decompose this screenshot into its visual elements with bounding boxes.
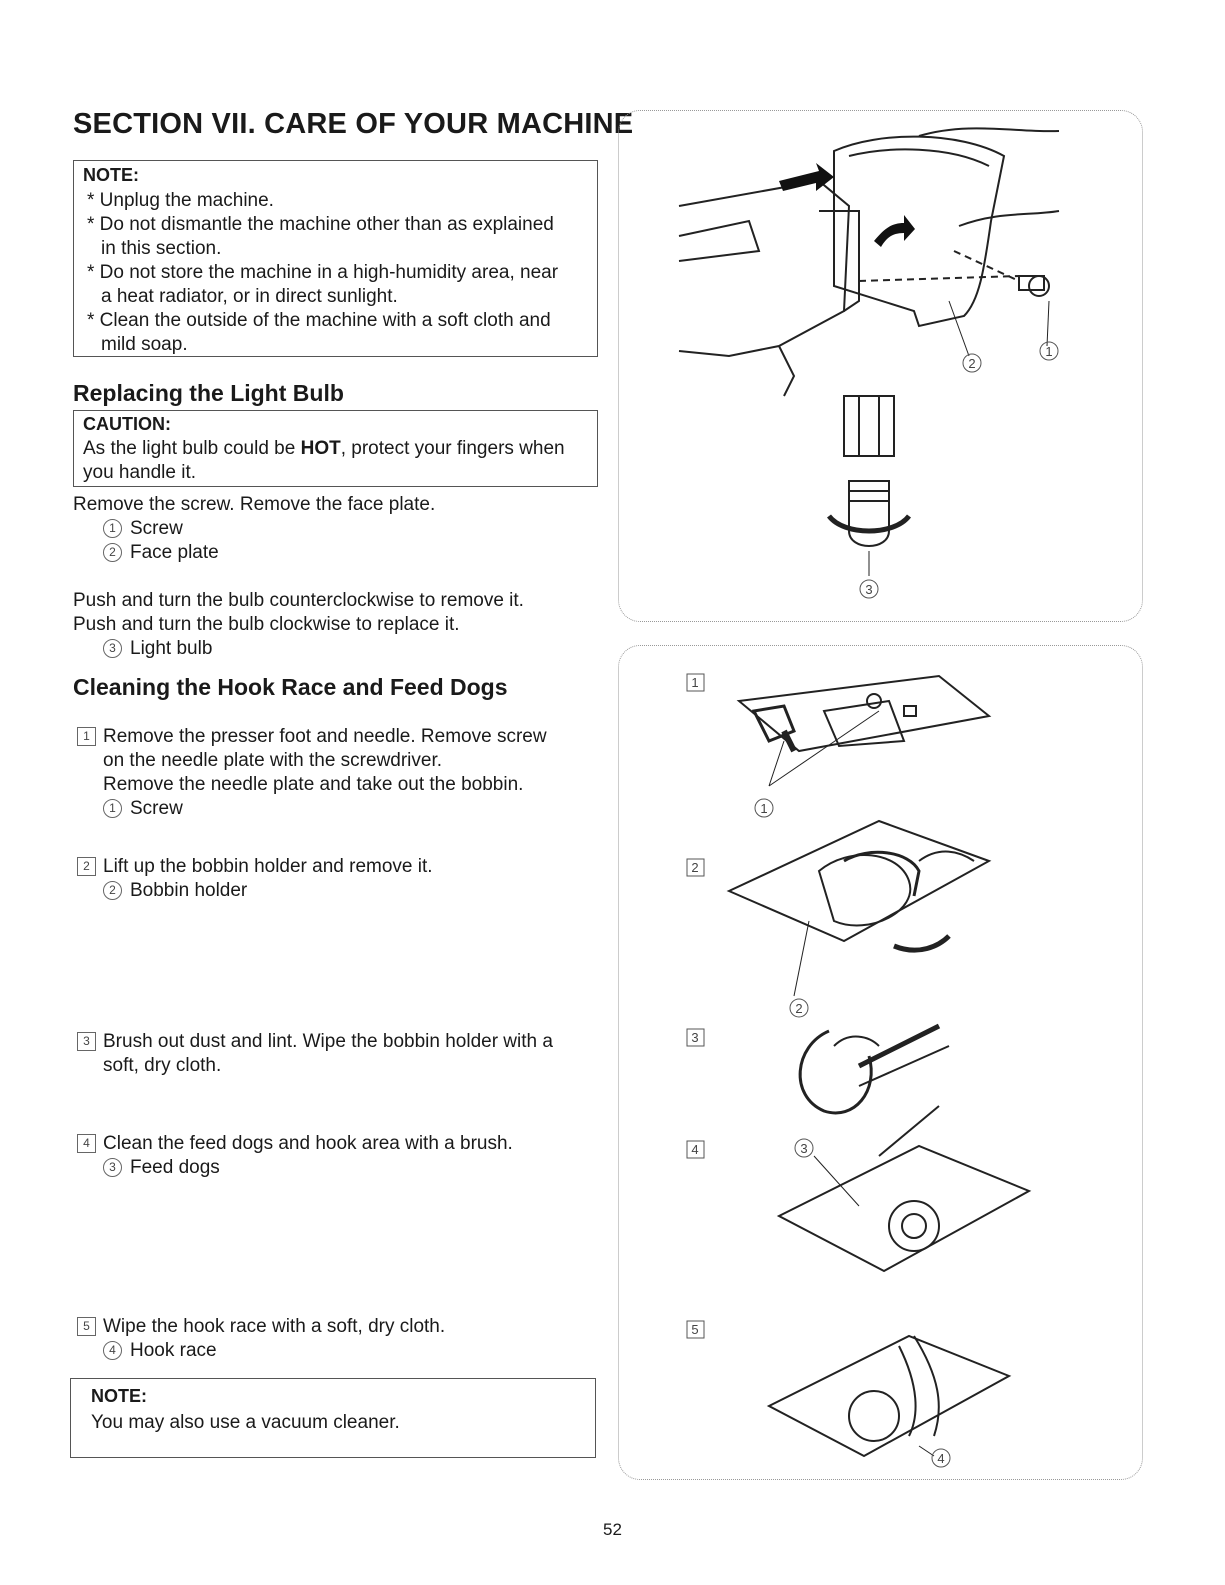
bulb-step1: Remove the screw. Remove the face plate. xyxy=(73,494,436,515)
caution-text-line2: you handle it. xyxy=(83,462,197,483)
note-heading: NOTE: xyxy=(83,165,139,185)
part-label: Light bulb xyxy=(130,638,213,659)
step-text: on the needle plate with the screwdriver. xyxy=(103,750,443,771)
part-feed-dogs xyxy=(103,1156,220,1180)
caution-text-pre: As the light bulb could be xyxy=(83,438,301,459)
caution-text-post: , protect your fingers when xyxy=(340,438,565,459)
part-screw xyxy=(103,797,183,821)
callout-number: 1 xyxy=(1045,344,1053,359)
step-text: Lift up the bobbin holder and remove it. xyxy=(103,856,433,877)
cleaning-heading: Cleaning the Hook Race and Feed Dogs xyxy=(73,674,508,700)
step-text: Remove the needle plate and take out the bobbin. xyxy=(103,774,524,795)
step-number: 2 xyxy=(77,857,96,876)
bulb-step2b: Push and turn the bulb clockwise to replace it. xyxy=(73,614,460,635)
caution-hot: HOT xyxy=(300,438,341,459)
caution-box xyxy=(73,410,598,487)
step-number: 2 xyxy=(691,860,699,875)
caution-text xyxy=(83,437,565,461)
step-text: soft, dry cloth. xyxy=(103,1055,222,1076)
part-bobbin-holder xyxy=(103,879,247,903)
step-number: 3 xyxy=(691,1030,699,1045)
bulb-heading: Replacing the Light Bulb xyxy=(73,380,344,406)
step-text: Remove the presser foot and needle. Remove screw xyxy=(103,726,547,747)
caution-heading: CAUTION: xyxy=(83,414,171,434)
callout-number: 2 xyxy=(795,1001,803,1016)
part-face-plate xyxy=(103,541,219,565)
part-label: Hook race xyxy=(130,1340,217,1361)
cleaning-step-3 xyxy=(77,1030,553,1054)
callout-number: 1 xyxy=(760,801,768,816)
note-box-vacuum xyxy=(70,1378,596,1458)
callout-number: 4 xyxy=(937,1451,945,1466)
part-label: Face plate xyxy=(130,542,219,563)
callout-number: 2 xyxy=(103,543,122,562)
callout-number: 1 xyxy=(103,519,122,538)
part-label: Bobbin holder xyxy=(130,880,248,901)
note-item: * Do not dismantle the machine other than as explained xyxy=(87,214,554,235)
note-item: * Clean the outside of the machine with a soft cloth and xyxy=(87,310,551,331)
step-number: 5 xyxy=(77,1317,96,1336)
step-text: Brush out dust and lint. Wipe the bobbin holder with a xyxy=(103,1031,553,1052)
bulb-step2a: Push and turn the bulb counterclockwise to remove it. xyxy=(73,590,524,611)
note-item: * Do not store the machine in a high-humidity area, near xyxy=(87,262,559,283)
section-title: SECTION VII. CARE OF YOUR MACHINE xyxy=(73,108,634,140)
light-bulb-illustration xyxy=(619,111,1144,623)
callout-number: 3 xyxy=(865,582,873,597)
callout-number: 4 xyxy=(103,1341,122,1360)
step-number: 1 xyxy=(77,727,96,746)
note-text: You may also use a vacuum cleaner. xyxy=(91,1412,400,1433)
step-number: 4 xyxy=(77,1134,96,1153)
cleaning-step-5 xyxy=(77,1315,445,1339)
cleaning-step-4 xyxy=(77,1132,513,1156)
note-item: mild soap. xyxy=(101,334,188,355)
step-text: Clean the feed dogs and hook area with a brush. xyxy=(103,1133,513,1154)
note-item: * Unplug the machine. xyxy=(87,190,274,211)
figure-panel-cleaning xyxy=(618,645,1143,1480)
note-item: a heat radiator, or in direct sunlight. xyxy=(101,286,398,307)
part-screw xyxy=(103,517,183,541)
step-number: 4 xyxy=(691,1142,699,1157)
step-number: 1 xyxy=(691,675,699,690)
callout-number: 3 xyxy=(103,639,122,658)
part-label: Screw xyxy=(130,798,183,819)
note-heading: NOTE: xyxy=(91,1386,147,1406)
figure-panel-light-bulb xyxy=(618,110,1143,622)
cleaning-illustration xyxy=(619,646,1144,1481)
callout-number: 3 xyxy=(800,1141,808,1156)
callout-number: 2 xyxy=(103,881,122,900)
note-item: in this section. xyxy=(101,238,222,259)
callout-number: 2 xyxy=(968,356,976,371)
step-text: Wipe the hook race with a soft, dry cloth. xyxy=(103,1316,446,1337)
part-label: Feed dogs xyxy=(130,1157,220,1178)
cleaning-step-2 xyxy=(77,855,433,879)
callout-number: 3 xyxy=(103,1158,122,1177)
cleaning-step-1 xyxy=(77,725,547,749)
callout-number: 1 xyxy=(103,799,122,818)
part-light-bulb xyxy=(103,637,212,661)
page-number: 52 xyxy=(603,1520,622,1539)
step-number: 3 xyxy=(77,1032,96,1051)
part-hook-race xyxy=(103,1339,217,1363)
step-number: 5 xyxy=(691,1322,699,1337)
part-label: Screw xyxy=(130,518,183,539)
note-box xyxy=(73,160,598,357)
